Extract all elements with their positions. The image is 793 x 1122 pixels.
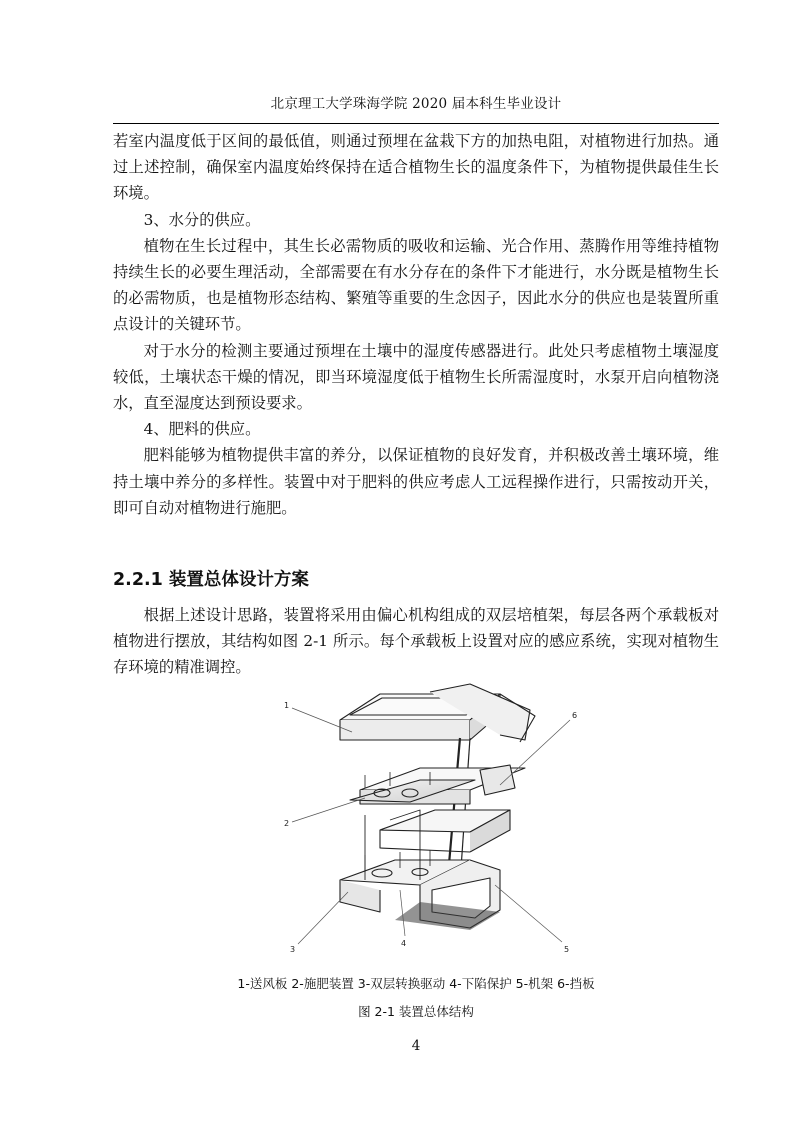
paragraph-water-importance: 植物在生长过程中，其生长必需物质的吸收和运输、光合作用、蒸腾作用等维持植物持续生长的必要生理活动，全部需要在有水分存在的条件下才能进行，水分既是植物生长的必需物质，也是植物形态结构、繁殖等重要的生念因子，因此水分的供应也是装置所重点设计的关键环节。 (113, 236, 719, 334)
figure-legend: 1-送风板 2-施肥装置 3-双层转换驱动 4-下陷保护 5-机架 6-挡板 (237, 976, 595, 991)
body-text (113, 128, 719, 521)
paragraph-fertilizer: 肥料能够为植物提供丰富的养分，以保证植物的良好发育，并积极改善土壤环境，维持土壤中养分的多样性。装置中对于肥料的供应考虑人工远程操作进行，只需按动开关，即可自动对植物进行施肥。 (113, 446, 719, 517)
figure-label-4: 4 (401, 939, 407, 948)
figure-label-1: 1 (284, 701, 290, 710)
paragraph-design-scheme: 根据上述设计思路，装置将采用由偏心机构组成的双层培植架，每层各两个承载板对植物进行摆放，其结构如图 2-1 所示。每个承载板上设置对应的感应系统，实现对植物生存环境的精准调控。 (113, 606, 719, 677)
figure-label-3: 3 (290, 945, 296, 954)
figure-label-6: 6 (572, 711, 578, 720)
paragraph-continued: 若室内温度低于区间的最低值，则通过预埋在盆栽下方的加热电阻，对植物进行加热。通过上述控制，确保室内温度始终保持在适合植物生长的温度条件下，为植物提供最佳生长环境。 (113, 132, 719, 203)
header-rule (113, 123, 719, 124)
figure-label-5: 5 (564, 945, 570, 954)
section-title: 2.2.1 装置总体设计方案 (113, 570, 309, 590)
paragraph-heading-fertilizer: 4、肥料的供应。 (143, 420, 261, 439)
section-body (113, 602, 719, 681)
figure-label-2: 2 (284, 819, 290, 828)
paragraph-heading-water: 3、水分的供应。 (143, 210, 261, 229)
figure-device-structure (270, 680, 610, 960)
figure-caption: 图 2-1 装置总体结构 (358, 1004, 474, 1019)
device-drawing (270, 680, 610, 960)
paragraph-water-detection: 对于水分的检测主要通过预埋在土壤中的湿度传感器进行。此处只考虑植物土壤湿度较低，土壤状态干燥的情况，即当环境湿度低于植物生长所需湿度时，水泵开启向植物浇水，直至湿度达到预设要求。 (113, 341, 719, 413)
page-header: 北京理工大学珠海学院 2020 届本科生毕业设计 (270, 96, 562, 112)
page-number: 4 (411, 1038, 421, 1054)
